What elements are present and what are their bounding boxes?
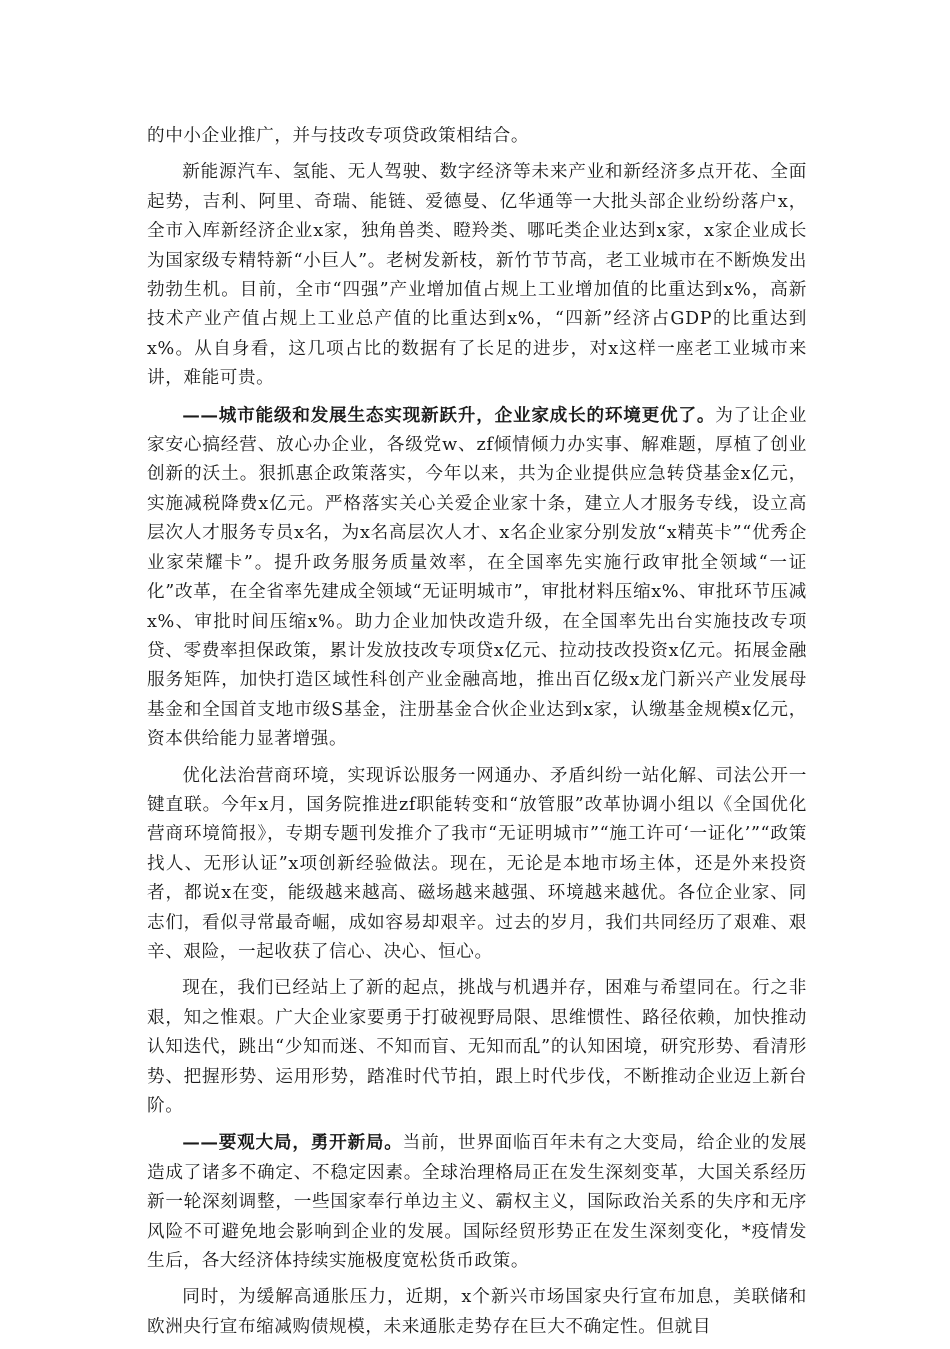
paragraph-3-heading: ——城市能级和发展生态实现新跃升，企业家成长的环境更优了。: [182, 404, 716, 426]
paragraph-5-text: 现在，我们已经站上了新的起点，挑战与机遇并存，困难与希望同在。行之非艰，知之惟艰。广大企业家要勇于打破视野局限、思维惯性、路径依赖，加快推动认知迭代，跳出“少知而迷、不知而盲、无知而乱”的认知困境，研究形势、看清形势、把握形势、运用形势，踏准时代节拍，跟上时代步伐，不断推动企业迈上新台阶。: [147, 978, 807, 1116]
paragraph-7: [147, 1283, 807, 1342]
paragraph-4: [147, 762, 807, 968]
paragraph-1-text: 的中小企业推广，并与技改专项贷政策相结合。: [147, 126, 530, 146]
paragraph-2-text: 新能源汽车、氢能、无人驾驶、数字经济等未来产业和新经济多点开花、全面起势，吉利、阿里、奇瑞、能链、爱德曼、亿华通等一大批头部企业纷纷落户x，全市入库新经济企业x家，独角兽类、瞪羚类、哪吒类企业达到x家，x家企业成长为国家级专精特新“小巨人”。老树发新枝，新竹节节高，老工业城市在不断焕发出勃勃生机。目前，全市“四强”产业增加值占规上工业增加值的比重达到x%，高新技术产业产值占规上工业总产值的比重达到x%，“四新”经济占GDP的比重达到x%。从自身看，这几项占比的数据有了长足的进步，对x这样一座老工业城市来讲，难能可贵。: [147, 162, 807, 389]
paragraph-5: [147, 974, 807, 1121]
paragraph-6-heading: ——要观大局，勇开新局。: [182, 1132, 403, 1154]
paragraph-4-text: 优化法治营商环境，实现诉讼服务一网通办、矛盾纠纷一站化解、司法公开一键直联。今年x月，国务院推进zf职能转变和“放管服”改革协调小组以《全国优化营商环境简报》，专期专题刊发推介了我市“无证明城市”“施工许可‘一证化’”“政策找人、无形认证”x项创新经验做法。现在，无论是本地市场主体，还是外来投资者，都说x在变，能级越来越高、磁场越来越强、环境越来越优。各位企业家、同志们，看似寻常最奇崛，成如容易却艰辛。过去的岁月，我们共同经历了艰难、艰辛、艰险，一起收获了信心、决心、恒心。: [147, 765, 807, 962]
paragraph-6-text: 当前，世界面临百年未有之大变局，给企业的发展造成了诸多不确定、不稳定因素。全球治理格局正在发生深刻变革，大国关系经历新一轮深刻调整，一些国家奉行单边主义、霸权主义，国际政治关系的失序和无序风险不可避免地会影响到企业的发展。国际经贸形势正在发生深刻变化，*疫情发生后，各大经济体持续实施极度宽松货币政策。: [147, 1133, 808, 1272]
paragraph-3: [147, 401, 807, 755]
paragraph-2: [147, 158, 807, 393]
paragraph-7-text: 同时，为缓解高通胀压力，近期，x个新兴市场国家央行宣布加息，美联储和欧洲央行宣布缩减购债规模，未来通胀走势存在巨大不确定性。但就目: [147, 1287, 807, 1337]
paragraph-6: [147, 1128, 807, 1276]
document-body: [147, 122, 807, 1349]
paragraph-1: [147, 122, 807, 151]
paragraph-3-text: 为了让企业家安心搞经营、放心办企业，各级党w、zf倾情倾力办实事、解难题，厚植了创业创新的沃土。狠抓惠企政策落实，今年以来，共为企业提供应急转贷基金x亿元，实施减税降费x亿元。严格落实关心关爱企业家十条，建立人才服务专线，设立高层次人才服务专员x名，为x名高层次人才、x名企业家分别发放“x精英卡”“优秀企业家荣耀卡”。提升政务服务质量效率，在全国率先实施行政审批全领域“一证化”改革，在全省率先建成全领域“无证明城市”，审批材料压缩x%、审批环节压减x%、审批时间压缩x%。助力企业加快改造升级，在全国率先出台实施技改专项贷、零费率担保政策，累计发放技改专项贷x亿元、拉动技改投资x亿元。拓展金融服务矩阵，加快打造区域性科创产业金融高地，推出百亿级x龙门新兴产业发展母基金和全国首支地市级S基金，注册基金合伙企业达到x家，认缴基金规模x亿元，资本供给能力显著增强。: [147, 405, 807, 750]
